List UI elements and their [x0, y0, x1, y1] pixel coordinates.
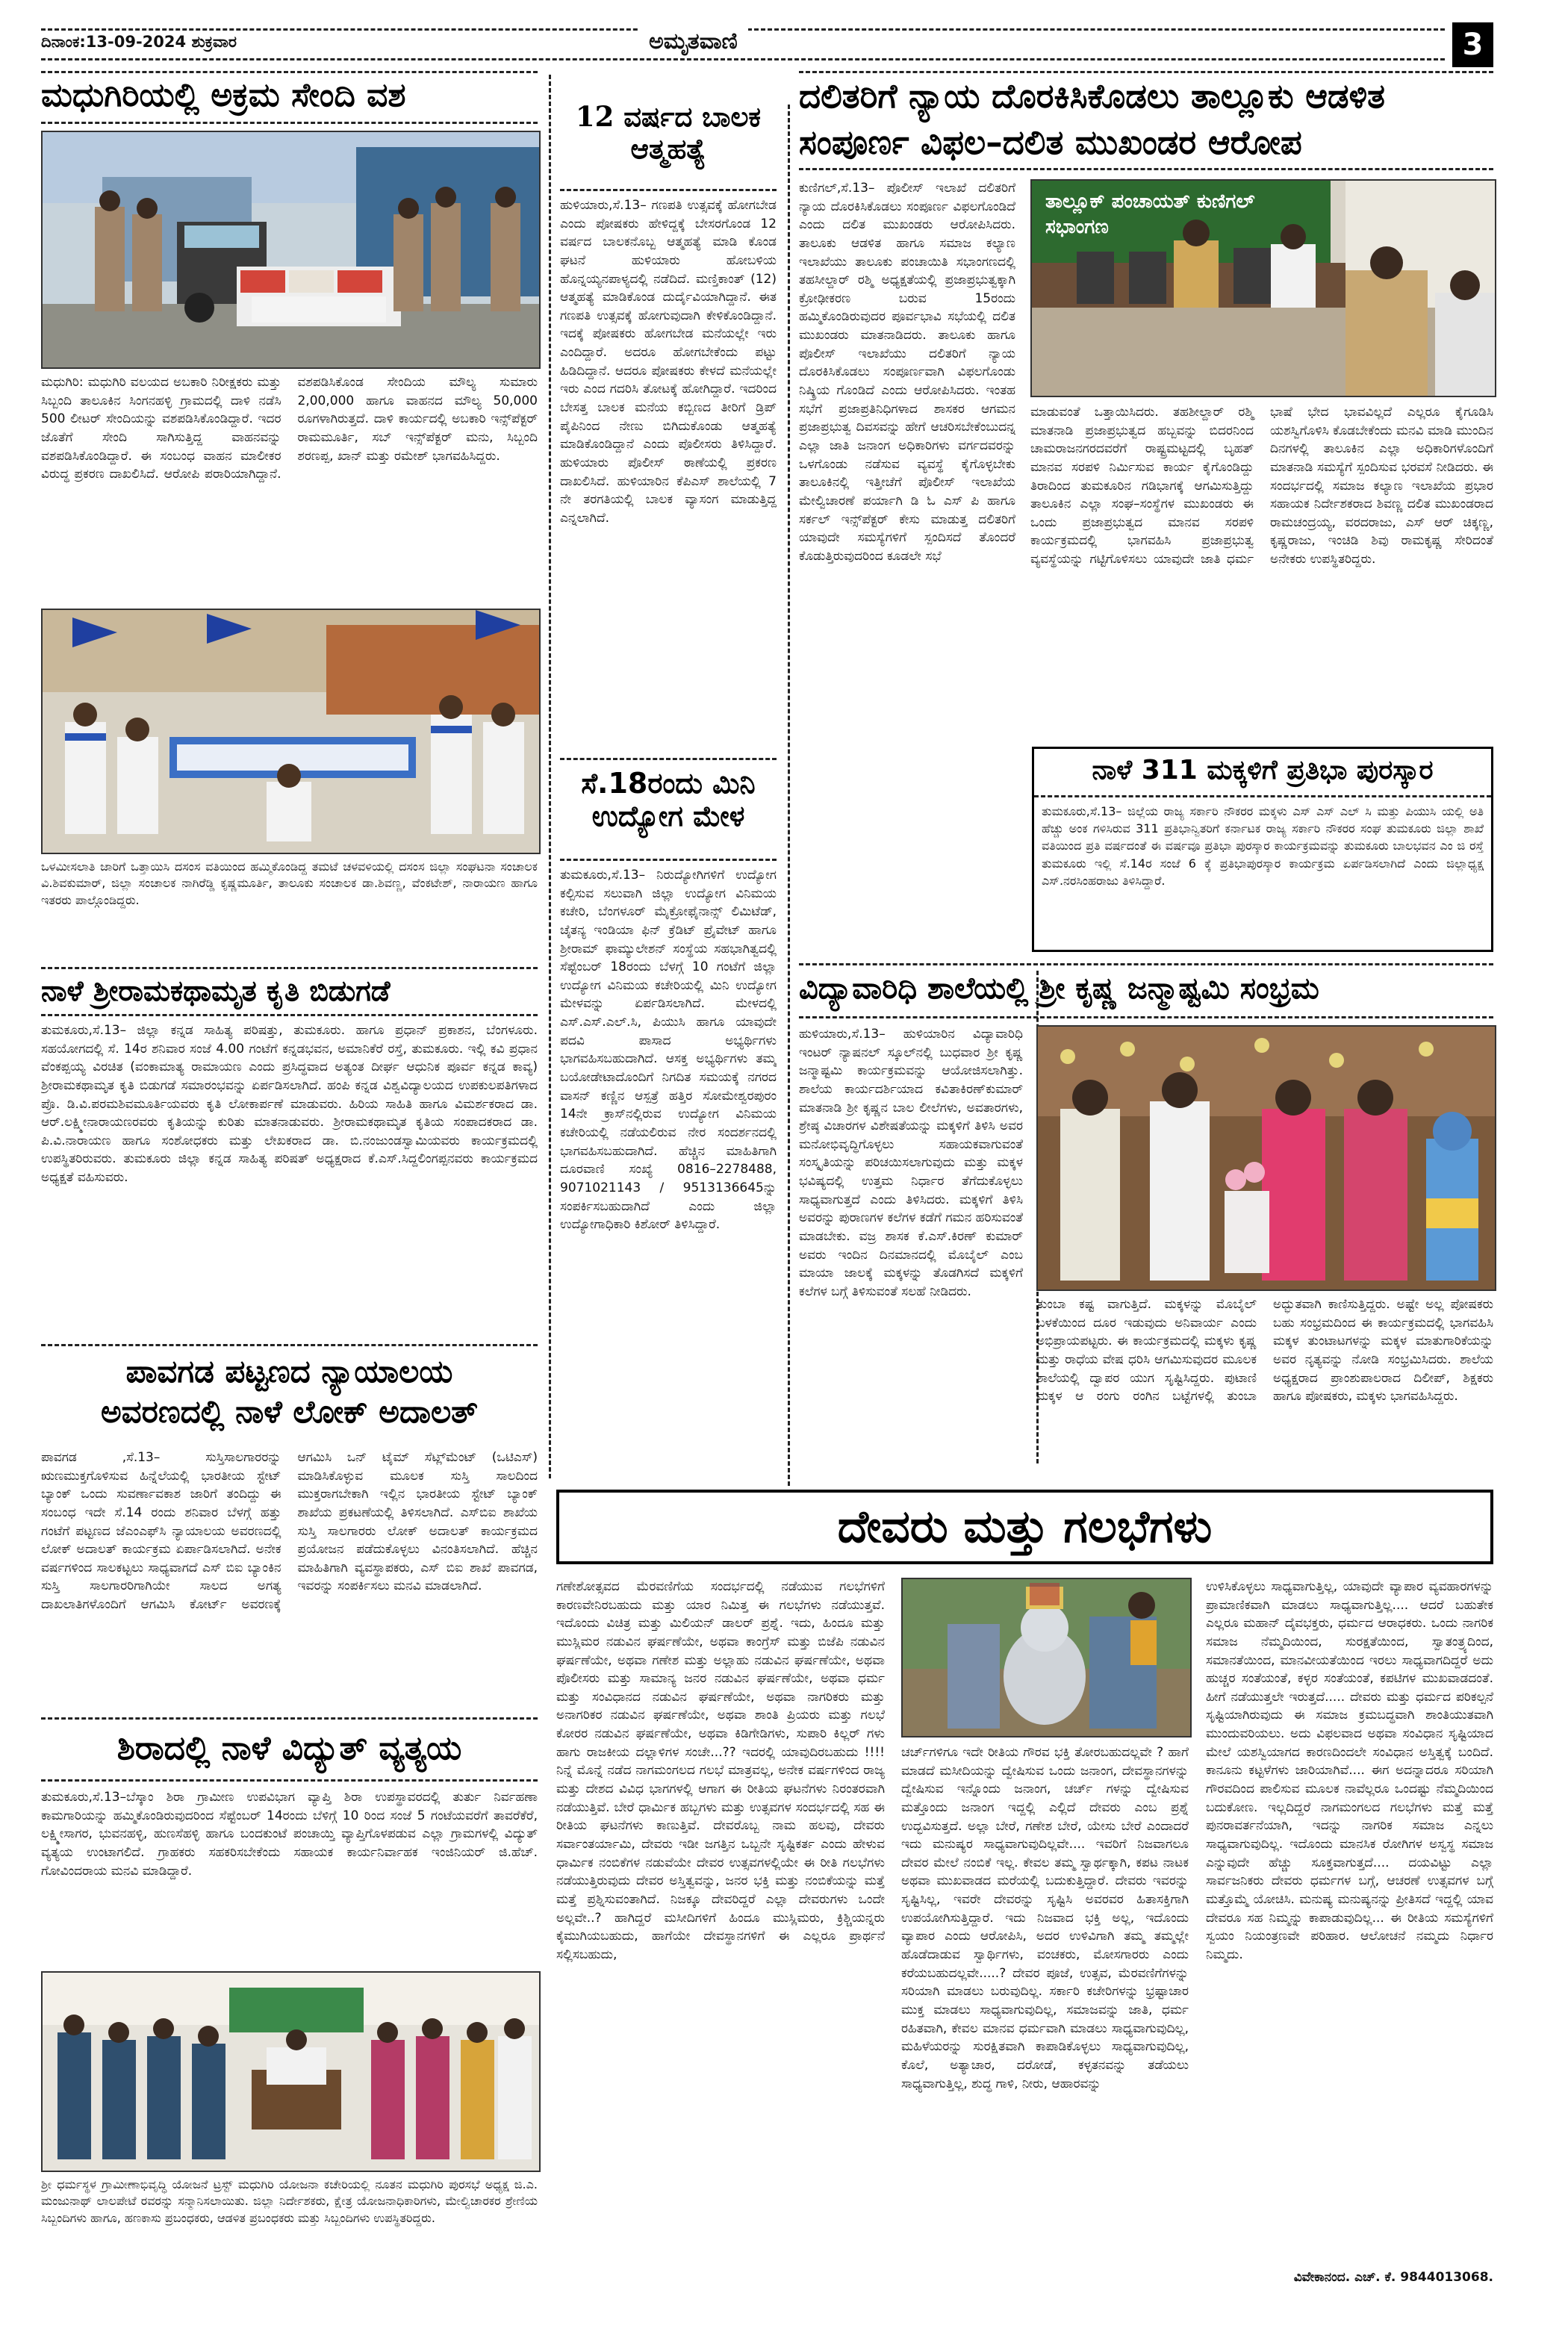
headline-janmashtami: ವಿದ್ಯಾವಾರಿಧಿ ಶಾಲೆಯಲ್ಲಿ ಶ್ರೀ ಕೃಷ್ಣ ಜನ್ಮಾಷ್ಟಮಿ ಸಂಭ್ರಮ: [799, 971, 1319, 1006]
body-pavagada: ಪಾವಗಡ ,ಸೆ.13– ಸುಸ್ತಿಸಾಲಗಾರರನ್ನು ಋಣಮುಕ್ತಗೊಳಿಸುವ ಹಿನ್ನೆಲೆಯಲ್ಲಿ ಭಾರತೀಯ ಸ್ಟೇಟ್ ಬ್ಯಾಂಕ್ ಒಂದು ಸುವರ್ಣಾವಕಾಶ ಜಾರಿಗೆ ತಂದಿದ್ದು ಈ ಸಂಬಂಧ ಇದೇ ಸೆ.14 ರಂದು ಶನಿವಾರ ಬೆಳಗ್ಗೆ ಹತ್ತು ಗಂಟೆಗೆ ಪಟ್ಟಣದ ಜೆಎಂಎಫ್‌ಸಿ ನ್ಯಾಯಾಲಯ ಅವರಣದಲ್ಲಿ ಲೋಕ್ ಅದಾಲತ್ ಕಾರ್ಯಕ್ರಮ ಏರ್ಪಾಡಿಸಲಾಗಿದೆ. ಅನೇಕ ವರ್ಷಗಳಿಂದ ಸಾಲಕಟ್ಟಲು ಸಾಧ್ಯವಾಗದೆ ಎಸ್ ಬಿಐ ಬ್ಯಾಂಕಿನ ಸುಸ್ತಿ ಸಾಲಗಾರರಿಗಾಗಿಯೇ ಸಾಲದ ಅಗತ್ಯ ದಾಖಲಾತಿಗಳೊಂದಿಗೆ ಆಗಮಿಸಿ ಕೋರ್ಟ್ ಅವರಣಕ್ಕೆ ಆಗಮಿಸಿ ಒನ್ ಟೈಮ್ ಸೆಟ್ಲ್‌ಮೆಂಟ್ (ಒಟಿಎಸ್) ಮಾಡಿಸಿಕೊಳ್ಳುವ ಮೂಲಕ ಸುಸ್ತಿ ಸಾಲದಿಂದ ಮುಕ್ತರಾಗಬೇಕಾಗಿ ಇಲ್ಲಿನ ಭಾರತೀಯ ಸ್ಟೇಟ್ ಬ್ಯಾಂಕ್ ಶಾಖೆಯ ಪ್ರಕಟಣೆಯಲ್ಲಿ ತಿಳಿಸಲಾಗಿದೆ. ಎಸ್‌ಬಿಐ ಶಾಖೆಯ ಸುಸ್ತಿ ಸಾಲಗಾರರು ಲೋಕ್ ಅದಾಲತ್ ಕಾರ್ಯಕ್ರಮದ ಪ್ರಯೋಜನ ಪಡೆದುಕೊಳ್ಳಲು ವಿನಂತಿಸಲಾಗಿದೆ. ಹೆಚ್ಚಿನ ಮಾಹಿತಿಗಾಗಿ ವ್ಯವಸ್ಥಾಪಕರು, ಎಸ್ ಬಿಐ ಶಾಖೆ ಪಾವಗಡ, ಇವರನ್ನು ಸಂಪರ್ಕಿಸಲು ಮನವಿ ಮಾಡಲಾಗಿದೆ.: [41, 1450, 538, 1613]
issue-date: ದಿನಾಂಕ:13-09-2024 ಶುಕ್ರವಾರ: [41, 33, 244, 52]
body-janmashtami-top: ಹುಳಿಯಾರು,ಸೆ.13– ಹುಳಿಯಾರಿನ ವಿದ್ಯಾವಾರಿಧಿ ಇಂಟರ್ ನ್ಯಾಷನಲ್ ಸ್ಕೂಲ್‌ನಲ್ಲಿ ಬುಧವಾರ ಶ್ರೀ ಕೃಷ್ಣ ಜನ್ಮಾಷ್ಟಮಿ ಕಾರ್ಯಕ್ರಮವನ್ನು ಆಯೋಜಿಸಲಾಗಿತ್ತು. ಶಾಲೆಯ ಕಾರ್ಯದರ್ಶಿಯಾದ ಕವಿತಾಕಿರಣ್‌ಕುಮಾರ್ ಮಾತನಾಡಿ ಶ್ರೀ ಕೃಷ್ಣನ ಬಾಲ ಲೀಲೆಗಳು, ಅವತಾರಗಳು, ಶ್ರೇಷ್ಠ ವಿಚಾರಗಳ ವಿಶೇಷತೆಯನ್ನು ಮಕ್ಕಳಿಗೆ ತಿಳಿಸಿ ಅವರ ಮನೋಭಿವೃದ್ಧಿಗೊಳ್ಳಲು ಸಹಾಯಕವಾಗುವಂತೆ ಸಂಸ್ಕೃತಿಯನ್ನು ಪರಿಚಯಿಸಲಾಗುವುದು ಮತ್ತು ಮಕ್ಕಳ ಭವಿಷ್ಯದಲ್ಲಿ ಉತ್ತಮ ನಿರ್ಧಾರ ತೆಗೆದುಕೊಳ್ಳಲು ಸಾಧ್ಯವಾಗುತ್ತದೆ ಎಂದು ತಿಳಿಸಿದರು. ಮಕ್ಕಳಿಗೆ ತಿಳಿಸಿ ಅವರನ್ನು ಪುರಾಣಗಳ ಕಲೆಗಳ ಕಡೆಗೆ ಗಮನ ಹರಿಸುವಂತೆ ಮಾಡಬೇಕು. ವಜ್ರ ಶಾಸಕ ಕೆ.ಎಸ್.ಕಿರಣ್ ಕುಮಾರ್ ಅವರು ಇಂದಿನ ದಿನಮಾನದಲ್ಲಿ ಮೊಬೈಲ್ ಎಂಬ ಮಾಯಾ ಜಾಲಕ್ಕೆ ಮಕ್ಕಳನ್ನು ತೊಡಗಿಸದೆ ಮಕ್ಕಳಿಗೆ ಕಲೆಗಳ ಬಗ್ಗೆ ತಿಳಿಸುವಂತೆ ಸಲಹೆ ನೀಡಿದರು.: [799, 1027, 1023, 1299]
photo-dalit-meeting: [1030, 179, 1496, 397]
body-devaru-col3: ಉಳಿಸಿಕೊಳ್ಳಲು ಸಾಧ್ಯವಾಗುತ್ತಿಲ್ಲ, ಯಾವುದೇ ವ್ಯಾಪಾರ ವ್ಯವಹಾರಗಳನ್ನು ಪ್ರಾಮಾಣಿಕವಾಗಿ ಮಾಡಲು ಸಾಧ್ಯವಾಗುತ್ತಿಲ್ಲ.... ಆದರೆ ಬಹುತೇಕ ಎಲ್ಲರೂ ಮಹಾನ್ ದೈವಭಕ್ತರು, ಧರ್ಮದ ಆರಾಧಕರು. ಒಂದು ನಾಗರಿಕ ಸಮಾಜ ನೆಮ್ಮದಿಯಿಂದ, ಸುರಕ್ಷತೆಯಿಂದ, ಸ್ವಾತಂತ್ರ್ಯದಿಂದ, ಸಮಾನತೆಯಿಂದ, ಮಾನವೀಯತೆಯಿಂದ ಇರಲು ಸಾಧ್ಯವಾಗದಿದ್ದರೆ ಅದು ಹುಚ್ಚರ ಸಂತೆಯಂತೆ, ಕಳ್ಳರ ಸಂತೆಯಂತೆ, ಕಪಟಿಗಳ ಮುಖವಾಡದಂತೆ. ಹೀಗೆ ನಡೆಯುತ್ತಲೇ ಇರುತ್ತದೆ..... ದೇವರು ಮತ್ತು ಧರ್ಮದ ಪರಿಕಲ್ಪನೆ ಸೃಷ್ಟಿಯಾಗಿರುವುದು ಈ ಸಮಾಜ ಕ್ರಮಬದ್ಧವಾಗಿ ಶಾಂತಿಯುತವಾಗಿ ಮುಂದುವರಿಯಲು. ಅದು ವಿಫಲವಾದ ಅಥವಾ ಸಂವಿಧಾನ ಸೃಷ್ಟಿಯಾದ ಮೇಲೆ ಯಶಸ್ವಿಯಾಗದ ಕಾರಣದಿಂದಲೇ ಸಂವಿಧಾನ ಅಸ್ತಿತ್ವಕ್ಕೆ ಬಂದಿದೆ. ಕಾನೂನು ಕಟ್ಟಳೆಗಳು ಜಾರಿಯಾಗಿವೆ.... ಈಗ ಅದನ್ನಾದರೂ ಸರಿಯಾಗಿ ಗೌರವದಿಂದ ಪಾಲಿಸುವ ಮೂಲಕ ನಾವೆಲ್ಲರೂ ಒಂದಷ್ಟು ನೆಮ್ಮದಿಯಿಂದ ಬದುಕೋಣ. ಇಲ್ಲದಿದ್ದರೆ ನಾಗಮಂಗಲದ ಗಲಭೆಗಳು ಮತ್ತೆ ಮತ್ತೆ ಪುನರಾವರ್ತನೆಯಾಗಿ, ಇದನ್ನು ನಾಗರಿಕ ಸಮಾಜ ಎನ್ನಲು ಸಾಧ್ಯವಾಗುವುದಿಲ್ಲ. ಇದೊಂದು ಮಾನಸಿಕ ರೋಗಿಗಳ ಅಸ್ವಸ್ಥ ಸಮಾಜ ಎನ್ನುವುದೇ ಹೆಚ್ಚು ಸೂಕ್ತವಾಗುತ್ತದೆ.... ದಯವಿಟ್ಟು ಎಲ್ಲಾ ಸಾರ್ವಜನಿಕರು ದೇವರು ಧರ್ಮಗಳ ಬಗ್ಗೆ, ಆಚರಣೆ ಉತ್ಸವಗಳ ಬಗ್ಗೆ ಮತ್ತೊಮ್ಮೆ ಯೋಚಿಸಿ. ಮನುಷ್ಯ ಮನುಷ್ಯನನ್ನು ಪ್ರೀತಿಸದೆ ಇದ್ದಲ್ಲಿ ಯಾವ ದೇವರೂ ಸಹ ನಿಮ್ಮನ್ನು ಕಾಪಾಡುವುದಿಲ್ಲ... ಈ ರೀತಿಯ ಸಮಸ್ಯೆಗಳಿಗೆ ಸ್ವಯಂ ನಿಯಂತ್ರಣವೇ ಪರಿಹಾರ. ಆಲೋಚನೆ ನಮ್ಮದು ನಿರ್ಧಾರ ನಿಮ್ಮದು.: [1206, 1579, 1493, 1962]
headline-pratibha: ನಾಳೆ 311 ಮಕ್ಕಳಿಗೆ ಪ್ರತಿಭಾ ಪುರಸ್ಕಾರ: [1092, 755, 1434, 785]
author-devaru: ವಿವೇಕಾನಂದ. ಎಚ್. ಕೆ. 9844013068.: [1293, 2270, 1493, 2285]
photo-seized-sendi-image: [43, 132, 539, 367]
body-sira: ತುಮಕೂರು,ಸೆ.13–ಬೆಸ್ಕಾಂ ಶಿರಾ ಗ್ರಾಮೀಣ ಉಪವಿಭಾಗ ವ್ಯಾಪ್ತಿ ಶಿರಾ ಉಪಸ್ಥಾವರದಲ್ಲಿ ತುರ್ತು ನಿರ್ವಹಣಾ ಕಾಮಗಾರಿಯನ್ನು ಹಮ್ಮಿಕೊಂಡಿರುವುದರಿಂದ ಸೆಪ್ಟೆಂಬರ್ 14ರಂದು ಬೆಳಿಗ್ಗೆ 10 ರಿಂದ ಸಂಜೆ 5 ಗಂಟೆಯವರೆಗೆ ತಾವರೆಕೆರೆ, ಲಕ್ಷ್ಮೀಸಾಗರ, ಭುವನಹಳ್ಳಿ, ಹುಣಸೆಹಳ್ಳಿ ಹಾಗೂ ಬಂದಕುಂಟೆ ಪಂಚಾಯ್ತಿ ವ್ಯಾಪ್ತಿಗೊಳಪಡುವ ಎಲ್ಲಾ ಗ್ರಾಮಗಳಲ್ಲಿ ವಿದ್ಯುತ್ ವ್ಯತ್ಯಯ ಉಂಟಾಗಲಿದೆ. ಗ್ರಾಹಕರು ಸಹಕರಿಸಬೇಕೆಂದು ಸಹಾಯಕ ಕಾರ್ಯನಿರ್ವಾಹಕ ಇಂಜಿನಿಯರ್ ಜಿ.ಹೆಚ್. ಗೋವಿಂದರಾಯ ಮನವಿ ಮಾಡಿದ್ದಾರೆ.: [41, 1790, 538, 1879]
headline-job-fair: ಸೆ.18ರಂದು ಮಿನಿ ಉದ್ಯೋಗ ಮೇಳ: [581, 767, 756, 833]
body-job-fair: ತುಮಕೂರು,ಸೆ.13– ನಿರುದ್ಯೋಗಿಗಳಿಗೆ ಉದ್ಯೋಗ ಕಲ್ಪಿಸುವ ಸಲುವಾಗಿ ಜಿಲ್ಲಾ ಉದ್ಯೋಗ ವಿನಿಮಯ ಕಚೇರಿ, ಬೆಂಗಳೂರ್ ಮೈಕ್ರೋಫೈನಾನ್ಸ್ ಲಿಮಿಟೆಡ್, ಚೈತನ್ಯ ಇಂಡಿಯಾ ಫಿನ್ ಕ್ರೆಡಿಟ್ ಪ್ರೈವೇಟ್ ಹಾಗೂ ಶ್ರೀರಾಮ್ ಫಾಮ್ಯುಲೇಶನ್ ಸಂಸ್ಥೆಯ ಸಹಭಾಗಿತ್ವದಲ್ಲಿ ಸೆಪ್ಟೆಂಬರ್ 18ರಂದು ಬೆಳಗ್ಗೆ 10 ಗಂಟೆಗೆ ಜಿಲ್ಲಾ ಉದ್ಯೋಗ ವಿನಿಮಯ ಕಚೇರಿಯಲ್ಲಿ ಮಿನಿ ಉದ್ಯೋಗ ಮೇಳವನ್ನು ಏರ್ಪಡಿಸಲಾಗಿದೆ. ಮೇಳದಲ್ಲಿ ಎಸ್.ಎಸ್.ಎಲ್.ಸಿ, ಪಿಯುಸಿ ಹಾಗೂ ಯಾವುದೇ ಪದವಿ ಪಾಸಾದ ಅಭ್ಯರ್ಥಿಗಳು ಭಾಗವಹಿಸಬಹುದಾಗಿದೆ. ಆಸಕ್ತ ಅಭ್ಯರ್ಥಿಗಳು ತಮ್ಮ ಬಯೋಡೇಟಾದೊಂದಿಗೆ ನಿಗದಿತ ಸಮಯಕ್ಕೆ ನಗರದ ವಾಸನ್ ಕಣ್ಣಿನ ಆಸ್ಪತ್ರೆ ಹತ್ತಿರ ಸೋಮೇಶ್ವರಪುರಂ 14ನೇ ಕ್ರಾಸ್‌ನಲ್ಲಿರುವ ಉದ್ಯೋಗ ವಿನಿಮಯ ಕಚೇರಿಯಲ್ಲಿ ನಡೆಯಲಿರುವ ನೇರ ಸಂದರ್ಶನದಲ್ಲಿ ಭಾಗವಹಿಸಬಹುದಾಗಿದೆ. ಹೆಚ್ಚಿನ ಮಾಹಿತಿಗಾಗಿ ದೂರವಾಣಿ ಸಂಖ್ಯೆ 0816–2278488, 9071021143 / 9513136645ನ್ನು ಸಂಪರ್ಕಿಸಬಹುದಾಗಿದೆ ಎಂದು ಜಿಲ್ಲಾ ಉದ್ಯೋಗಾಧಿಕಾರಿ ಕಿಶೋರ್ ತಿಳಿಸಿದ್ದಾರೆ.: [560, 868, 777, 1233]
caption-dharmasthala: ಶ್ರೀ ಧರ್ಮಸ್ಥಳ ಗ್ರಾಮೀಣಾಭಿವೃದ್ಧಿ ಯೋಜನೆ ಟ್ರಸ್ಟ್ ಮಧುಗಿರಿ ಯೋಜನಾ ಕಚೇರಿಯಲ್ಲಿ ನೂತನ ಮಧುಗಿರಿ ಪುರಸಭೆ ಅಧ್ಯಕ್ಷ ಜಿ.ಎ. ಮಂಜುನಾಥ್ ಲಾಲಪೇಟೆ ರವರನ್ನು ಸನ್ಮಾನಿಸಲಾಯಿತು. ಜಿಲ್ಲಾ ನಿರ್ದೇಶಕರು, ಕ್ಷೇತ್ರ ಯೋಜನಾಧಿಕಾರಿಗಳು, ಮೇಲ್ವಿಚಾರಕರ ಶ್ರೇಣಿಯ ಸಿಬ್ಬಂದಿಗಳು ಹಾಗೂ, ಹಣಕಾಸು ಪ್ರಬಂಧಕರು, ಆಡಳಿತ ಪ್ರಬಂಧಕರು ಮತ್ತು ಸಿಬ್ಬಂದಿಗಳು ಉಪಸ್ಥಿತರಿದ್ದರು.: [41, 2177, 538, 2225]
headline-sira: ಶಿರಾದಲ್ಲಿ ನಾಳೆ ವಿದ್ಯುತ್ ವ್ಯತ್ಯಯ: [116, 1729, 462, 1767]
masthead: ಅಮೃತವಾಣಿ: [638, 28, 748, 55]
body-pratibha: ತುಮಕೂರು,ಸೆ.13– ಜಿಲ್ಲೆಯ ರಾಜ್ಯ ಸರ್ಕಾರಿ ನೌಕರರ ಮಕ್ಕಳು ಎಸ್ ಎಸ್ ಎಲ್ ಸಿ ಮತ್ತು ಪಿಯುಸಿ ಯಲ್ಲಿ ಅತಿ ಹೆಚ್ಚು ಅಂಕ ಗಳಿಸಿರುವ 311 ಪ್ರತಿಭಾನ್ವಿತರಿಗೆ ಕರ್ನಾಟಕ ರಾಜ್ಯ ಸರ್ಕಾರಿ ನೌಕರರ ಸಂಘ ತುಮಕೂರು ಜಿಲ್ಲಾ ಶಾಖೆ ವತಿಯಿಂದ ಪ್ರತಿ ವರ್ಷದಂತೆ ಈ ವರ್ಷವೂ ಪ್ರತಿಭಾ ಪುರಸ್ಕಾರ ಕಾರ್ಯಕ್ರಮವನ್ನು ತುಮಕೂರು ಬಾಲಭವನ ಎಂ ಜಿ ರಸ್ತೆ ತುಮಕೂರು ಇಲ್ಲಿ ಸೆ.14ರ ಸಂಜೆ 6 ಕ್ಕೆ ಪ್ರತಿಭಾಪುರಸ್ಕಾರ ಕಾರ್ಯಕ್ರಮ ಏರ್ಪಡಿಸಲಾಗಿದೆ ಎಂದು ಜಿಲ್ಲಾಧ್ಯಕ್ಷ ಎಸ್.ನರಸಿಂಹರಾಜು ತಿಳಿಸಿದ್ದಾರೆ.: [1042, 804, 1484, 888]
headline-madhugiri: ಮಧುಗಿರಿಯಲ್ಲಿ ಅಕ್ರಮ ಸೇಂದಿ ವಶ: [41, 76, 406, 114]
photo-protest: [41, 609, 541, 854]
photo-sign-text: ತಾಲ್ಲೂಕ್ ಪಂಚಾಯತ್ ಕುಣಿಗಲ್ ಸಭಾಂಗಣ: [1045, 190, 1255, 238]
photo-janmashtami-image: [1038, 1027, 1495, 1289]
headline-pavagada-2: ಅವರಣದಲ್ಲಿ ನಾಳೆ ಲೋಕ್ ಅದಾಲತ್: [100, 1393, 479, 1431]
photo-janmashtami: [1036, 1025, 1496, 1291]
article-pavagada: [41, 1348, 538, 1714]
photo-ganesha-image: [903, 1579, 1190, 1736]
article-job-fair: [560, 762, 777, 1478]
body-dalit-left: ಕುಣಿಗಲ್,ಸೆ.13– ಪೊಲೀಸ್ ಇಲಾಖೆ ದಲಿತರಿಗೆ ನ್ಯಾಯ ದೊರಕಿಸಿಕೊಡಲು ಸಂಪೂರ್ಣ ವಿಫಲಗೊಂಡಿದೆ ಎಂದು ದಲಿತ ಮುಖಂಡರು ಆರೋಪಿಸಿದರು. ತಾಲೂಕು ಆಡಳಿತ ಹಾಗೂ ಸಮಾಜ ಕಲ್ಯಾಣ ಇಲಾಖೆಯು ತಾಲೂಕು ಪಂಚಾಯಿತಿ ಸಭಾಂಗಣದಲ್ಲಿ ತಹಸೀಲ್ದಾರ್ ರಶ್ಮಿ ಅಧ್ಯಕ್ಷತೆಯಲ್ಲಿ ಪ್ರಜಾಪ್ರಭುತ್ವಕ್ಕಾಗಿ ಕ್ರೋಢೀಕರಣ ಬರುವ 15ರಂದು ಹಮ್ಮಿಕೊಂಡಿರುವುದರ ಪೂರ್ವಭಾವಿ ಸಭೆಯಲ್ಲಿ ದಲಿತ ಮುಖಂಡರು ಮಾತನಾಡಿದರು. ತಾಲೂಕು ಹಾಗೂ ಪೊಲೀಸ್ ಇಲಾಖೆಯು ದಲಿತರಿಗೆ ನ್ಯಾಯ ದೊರಕಿಸಿಕೊಡಲು ಸಂಪೂರ್ಣವಾಗಿ ವಿಫಲಗೊಂಡು ನಿಷ್ಕ್ರಿಯ ಗೊಂಡಿದೆ ಎಂದು ಆರೋಪಿಸಿದರು. ಇಂತಹ ಸಭೆಗೆ ಪ್ರಜಾಪ್ರತಿನಿಧಿಗಳಾದ ಶಾಸಕರ ಆಗಮನ ಪ್ರಜಾಪ್ರಭುತ್ವ ದಿವಸವನ್ನು ಹೇಗೆ ಆಚರಿಸಬೇಕೆಂಬುದನ್ನ ಎಲ್ಲಾ ಜಾತಿ ಜನಾಂಗ ಅಧಿಕಾರಿಗಳು ವರ್ಗದವರನ್ನು ಒಳಗೊಂಡು ನಡೆಸುವ ವ್ಯವಸ್ಥೆ ಕೈಗೊಳ್ಳಬೇಕು ತಾಲೂಕಿನಲ್ಲಿ ಇತ್ತೀಚೆಗೆ ಪೊಲೀಸ್ ಇಲಾಖೆಯ ಮೇಲ್ವಿಚಾರಣೆ ಪರ್ಯಾಗಿ ಡಿ ಓ ಎಸ್ ಪಿ ಹಾಗೂ ಸರ್ಕಲ್ ಇನ್ಸ್‌ಪೆಕ್ಟರ್ ಕೇಸು ಮಾಡುತ್ತ ದಲಿತರಿಗೆ ಯಾವುದೇ ಸಮಸ್ಯೆಗಳಿಗೆ ಸ್ಪಂದಿಸದೆ ತೊಂದರೆ ಕೊಡುತ್ತಿರುವುದರಿಂದ ಕೂಡಲೇ ಸಭೆ: [799, 181, 1015, 564]
photo-dharmasthala-image: [43, 1973, 539, 2171]
headline-dalit-2: ಸಂಪೂರ್ಣ ವಿಫಲ–ದಲಿತ ಮುಖಂಡರ ಆರೋಪ: [799, 122, 1302, 162]
caption-protest: ಒಳಮೀಸಲಾತಿ ಜಾರಿಗೆ ಒತ್ತಾಯಿಸಿ ದಸಂಸ ವತಿಯಿಂದ ಹಮ್ಮಿಕೊಂಡಿದ್ದ ತಮಟೆ ಚಳವಳಿಯಲ್ಲಿ ದಸಂಸ ಜಿಲ್ಲಾ ಸಂಘಟನಾ ಸಂಚಾಲಕ ವಿ.ಶಿವಕುಮಾರ್, ಜಿಲ್ಲಾ ಸಂಚಾಲಕ ನಾಗಿರೆಡ್ಡಿ ಕೃಷ್ಣಮೂರ್ತಿ, ತಾಲೂಕು ಸಂಚಾಲಕ ಡಾ.ಶಿವಣ್ಣ, ವೆಂಕಟೇಶ್, ನಾರಾಯಣ ಹಾಗೂ ಇತರರು ಪಾಲ್ಗೊಂಡಿದ್ದರು.: [41, 859, 538, 907]
headline-ramakatha: ನಾಳೆ ಶ್ರೀರಾಮಕಥಾಮೃತ ಕೃತಿ ಬಿಡುಗಡೆ: [41, 974, 391, 1007]
body-janmashtami-bottom: ತುಂಬಾ ಕಷ್ಟ ವಾಗುತ್ತಿದೆ. ಮಕ್ಕಳನ್ನು ಮೊಬೈಲ್ ಬಳಕೆಯಿಂದ ದೂರ ಇಡುವುದು ಅನಿವಾರ್ಯ ಎಂದು ಅಭಿಪ್ರಾಯಪಟ್ಟರು. ಈ ಕಾರ್ಯಕ್ರಮದಲ್ಲಿ ಮಕ್ಕಳು ಕೃಷ್ಣ ಮತ್ತು ರಾಧೆಯ ವೇಷ ಧರಿಸಿ ಆಗಮಿಸುವುದರ ಮೂಲಕ ಶಾಲೆಯಲ್ಲಿ ದ್ವಾಪರ ಯುಗ ಸೃಷ್ಟಿಸಿದ್ದರು. ಪುಟಾಣಿ ಮಕ್ಕಳ ಆ ರಂಗು ರಂಗಿನ ಬಟ್ಟೆಗಳಲ್ಲಿ ತುಂಬಾ ಅದ್ಭುತವಾಗಿ ಕಾಣಿಸುತ್ತಿದ್ದರು. ಅಷ್ಟೇ ಅಲ್ಲ ಪೋಷಕರು ಬಹು ಸಂಭ್ರಮದಿಂದ ಈ ಕಾರ್ಯಕ್ರಮದಲ್ಲಿ ಭಾಗವಹಿಸಿ ಮಕ್ಕಳ ತುಂಟಾಟಗಳನ್ನು ಮಕ್ಕಳ ಮಾತುಗಾರಿಕೆಯನ್ನು ಅವರ ನೃತ್ಯವನ್ನು ನೋಡಿ ಸಂಭ್ರಮಿಸಿದರು. ಶಾಲೆಯ ಅಧ್ಯಕ್ಷರಾದ ಪ್ರಾಂಶುಪಾಲರಾದ ದಿಲೀಪ್, ಶಿಕ್ಷಕರು ಹಾಗೂ ಪೋಷಕರು, ಮಕ್ಕಳು ಭಾಗವಹಿಸಿದ್ದರು.: [1036, 1297, 1493, 1404]
headline-devaru: ದೇವರು ಮತ್ತು ಗಲಭೆಗಳು: [837, 1500, 1213, 1553]
page-number-box: [1452, 22, 1493, 67]
article-sira: [41, 1721, 538, 1960]
page-number: 3: [1462, 28, 1484, 62]
article-ramakatha: [41, 971, 538, 1344]
article-dalit: [799, 71, 1493, 743]
headline-pavagada-1: ಪಾವಗಡ ಪಟ್ಟಣದ ನ್ಯಾಯಾಲಯ: [125, 1353, 453, 1390]
page-header: [41, 22, 1493, 61]
photo-dharmasthala: [41, 1971, 541, 2172]
headline-dalit-1: ದಲಿತರಿಗೆ ನ್ಯಾಯ ದೊರಕಿಸಿಕೊಡಲು ತಾಲ್ಲೂಕು ಆಡಳಿತ: [799, 76, 1385, 116]
photo-ganesha: [901, 1578, 1192, 1737]
photo-protest-image: [43, 610, 539, 853]
article-boy-suicide: [560, 101, 777, 758]
body-devaru-col1: ಗಣೇಶೋತ್ಸವದ ಮೆರವಣಿಗೆಯ ಸಂದರ್ಭದಲ್ಲಿ ನಡೆಯುವ ಗಲಭೆಗಳಿಗೆ ಕಾರಣವೇನಿರಬಹುದು ಮತ್ತು ಯಾರ ನಿಮಿತ್ತ ಈ ಗಲಭೆಗಳು ನಡೆಯುತ್ತವೆ. ಇದೊಂದು ವಿಚಿತ್ರ ಮತ್ತು ಮಿಲಿಯನ್ ಡಾಲರ್ ಪ್ರಶ್ನೆ. ಇದು, ಹಿಂದೂ ಮತ್ತು ಮುಸ್ಲಿಮರ ನಡುವಿನ ಘರ್ಷಣೆಯೇ, ಅಥವಾ ಕಾಂಗ್ರೆಸ್ ಮತ್ತು ಬಿಜೆಪಿ ನಡುವಿನ ಘರ್ಷಣೆಯೇ, ಅಥವಾ ಗಣೇಶ ಮತ್ತು ಅಲ್ಲಾಹು ನಡುವಿನ ಘರ್ಷಣೆಯೇ, ಅಥವಾ ಪೊಲೀಸರು ಮತ್ತು ಸಾಮಾನ್ಯ ಜನರ ನಡುವಿನ ಘರ್ಷಣೆಯೇ, ಅಥವಾ ಧರ್ಮ ಮತ್ತು ಸಂವಿಧಾನದ ನಡುವಿನ ಘರ್ಷಣೆಯೇ, ಅಥವಾ ನಾಗರಿಕರು ಮತ್ತು ಅನಾಗರಿಕರ ನಡುವಿನ ಘರ್ಷಣೆಯೇ, ಅಥವಾ ಶಾಂತಿ ಪ್ರಿಯರು ಮತ್ತು ಗಲಭೆ ಕೋರರ ನಡುವಿನ ಘರ್ಷಣೆಯೇ, ಅಥವಾ ಕಿಡಿಗೇಡಿಗಳು, ಸುಪಾರಿ ಕಿಲ್ಲರ್ ಗಳು ಹಾಗು ರಾಜಕೀಯ ದಲ್ಲಾಳಿಗಳ ಸಂಚೇ...?? ಇದರಲ್ಲಿ ಯಾವುದಿರಬಹುದು !!!! ನಿನ್ನೆ ಮೊನ್ನೆ ನಡೆದ ನಾಗಮಂಗಲದ ಗಲಭೆ ಮಾತ್ರವಲ್ಲ, ಅನೇಕ ವರ್ಷಗಳಿಂದ ರಾಜ್ಯ ಮತ್ತು ದೇಶದ ವಿವಿಧ ಭಾಗಗಳಲ್ಲಿ ಆಗಾಗ ಈ ರೀತಿಯ ಘಟನೆಗಳು ನಿರಂತರವಾಗಿ ನಡೆಯುತ್ತಿವೆ. ಬೇರೆ ಧಾರ್ಮಿಕ ಹಬ್ಬಗಳು ಮತ್ತು ಉತ್ಸವಗಳ ಸಂದರ್ಭದಲ್ಲಿ ಸಹ ಈ ರೀತಿಯ ಘಟನೆಗಳು ಕಾಣುತ್ತಿವೆ. ದೇವರೊಬ್ಬ ನಾಮ ಹಲವು, ದೇವರು ಸರ್ವಾಂತರ್ಯಾಮಿ, ದೇವರು ಇಡೀ ಜಗತ್ತಿನ ಒಬ್ಬನೇ ಸೃಷ್ಟಿಕರ್ತ ಎಂದು ಹೇಳುವ ಧಾರ್ಮಿಕ ನಂಬಿಕೆಗಳ ನಡುವೆಯೇ ದೇವರ ಉತ್ಸವಗಳಲ್ಲಿಯೇ ಈ ರೀತಿ ಗಲಭೆಗಳು ನಡೆಯುತ್ತಿರುವುದು ದೇವರ ಅಸ್ತಿತ್ವವನ್ನು, ಜನರ ಭಕ್ತಿ ಮತ್ತು ನಂಬಿಕೆಯನ್ನು ಮತ್ತೆ ಮತ್ತೆ ಪ್ರಶ್ನಿಸುವಂತಾಗಿದೆ. ನಿಜಕ್ಕೂ ದೇವರಿದ್ದರೆ ಎಲ್ಲಾ ದೇವರುಗಳು ಒಂದೇ ಅಲ್ಲವೇ..? ಹಾಗಿದ್ದರೆ ಮಸೀದಿಗಳಿಗೆ ಹಿಂದೂ ಮುಸ್ಲಿಮರು, ಕ್ರಿಶ್ಚಿಯನ್ನರು ಕೈಮುಗಿಯಬಹುದು, ಹಾಗೆಯೇ ದೇವಸ್ಥಾನಗಳಿಗೆ ಈ ಎಲ್ಲರೂ ಪ್ರಾರ್ಥನೆ ಸಲ್ಲಿಸಬಹುದು,: [556, 1579, 885, 1962]
article-madhugiri: [41, 71, 538, 594]
article-devaru: [556, 1490, 1493, 2311]
body-ramakatha: ತುಮಕೂರು,ಸೆ.13– ಜಿಲ್ಲಾ ಕನ್ನಡ ಸಾಹಿತ್ಯ ಪರಿಷತ್ತು, ತುಮಕೂರು. ಹಾಗೂ ಪ್ರಧಾನ್ ಪ್ರಕಾಶನ, ಬೆಂಗಳೂರು. ಸಹಯೋಗದಲ್ಲಿ ಸೆ. 14ರ ಶನಿವಾರ ಸಂಜೆ 4.00 ಗಂಟೆಗೆ ಕನ್ನಡಭವನ, ಅಮಾನಿಕೆರೆ ರಸ್ತೆ, ತುಮಕೂರು. ಇಲ್ಲಿ ಕವಿ ಪ್ರಧಾನ ವೆಂಕಪ್ಪಯ್ಯ ವಿರಚಿತ (ವಂಕಾಮಾತ್ಯ ರಾಮಾಯಣ ಎಂದು ಪ್ರಸಿದ್ಧವಾದ ಅತ್ಯಂತ ದೀರ್ಘ ಆಧುನಿಕ ಪೂರ್ವ ಕನ್ನಡ ಕಾವ್ಯ) ಶ್ರೀರಾಮಕಥಾಮೃತ ಕೃತಿ ಬಿಡುಗಡೆ ಸಮಾರಂಭವನ್ನು ಏರ್ಪಡಿಸಲಾಗಿದೆ. ಹಂಪಿ ಕನ್ನಡ ವಿಶ್ವವಿದ್ಯಾಲಯದ ಉಪಕುಲಪತಿಗಳಾದ ಪ್ರೊ. ಡಿ.ವಿ.ಪರಮಶಿವಮೂರ್ತಿಯವರು ಕೃತಿ ಲೋಕಾರ್ಪಣೆ ಮಾಡುವರು. ಹಿರಿಯ ಸಾಹಿತಿ ಹಾಗೂ ವಿಮರ್ಶಕರಾದ ಡಾ. ಆರ್.ಲಕ್ಷ್ಮೀನಾರಾಯಣರವರು ಕೃತಿಯನ್ನು ಕುರಿತು ಮಾತನಾಡುವರು. ಶ್ರೀರಾಮಕಥಾಮೃತ ಕೃತಿಯ ಸಂಪಾದಕರಾದ ಡಾ. ಪಿ.ವಿ.ನಾರಾಯಣ ಹಾಗೂ ಸಂಶೋಧಕರು ಮತ್ತು ಲೇಖಕರಾದ ಡಾ. ಬಿ.ನಂಜುಂಡಸ್ವಾಮಿಯವರು ಕಾರ್ಯಕ್ರಮದಲ್ಲಿ ಉಪಸ್ಥಿತರಿರುವರು. ತುಮಕೂರು ಜಿಲ್ಲಾ ಕನ್ನಡ ಸಾಹಿತ್ಯ ಪರಿಷತ್ ಅಧ್ಯಕ್ಷರಾದ ಕೆ.ಎಸ್.ಸಿದ್ದಲಿಂಗಪ್ಪನವರು ಕಾರ್ಯಕ್ರಮದ ಅಧ್ಯಕ್ಷತೆ ವಹಿಸುವರು.: [41, 1023, 538, 1186]
body-madhugiri: ಮಧುಗಿರಿ: ಮಧುಗಿರಿ ವಲಯದ ಅಬಕಾರಿ ನಿರೀಕ್ಷಕರು ಮತ್ತು ಸಿಬ್ಬಂದಿ ತಾಲೂಕಿನ ಸಿಂಗನಹಳ್ಳಿ ಗ್ರಾಮದಲ್ಲಿ ದಾಳಿ ನಡೆಸಿ 500 ಲೀಟರ್ ಸೇಂದಿಯನ್ನು ವಶಪಡಿಸಿಕೊಂಡಿದ್ದಾರೆ. ಇದರ ಜೊತೆಗೆ ಸೇಂದಿ ಸಾಗಿಸುತ್ತಿದ್ದ ವಾಹನವನ್ನು ವಶಪಡಿಸಿಕೊಂಡಿದ್ದಾರೆ. ಈ ಸಂಬಂಧ ವಾಹನ ಮಾಲೀಕರ ವಿರುದ್ಧ ಪ್ರಕರಣ ದಾಖಲಿಸಿದೆ. ಆರೋಪಿ ಪರಾರಿಯಾಗಿದ್ದಾನೆ. ವಶಪಡಿಸಿಕೊಂಡ ಸೇಂದಿಯ ಮೌಲ್ಯ ಸುಮಾರು 2,00,000 ಹಾಗೂ ವಾಹನದ ಮೌಲ್ಯ 50,000 ರೂಗಳಾಗಿರುತ್ತದೆ. ದಾಳಿ ಕಾರ್ಯದಲ್ಲಿ ಅಬಕಾರಿ ಇನ್ಸ್‌ಪೆಕ್ಟರ್ ರಾಮಮೂರ್ತಿ, ಸಬ್ ಇನ್ಸ್‌ಪೆಕ್ಟರ್ ಮನು, ಸಿಬ್ಬಂದಿ ಶರಣಪ್ಪ, ಖಾನ್ ಮತ್ತು ರಮೇಶ್ ಭಾಗವಹಿಸಿದ್ದರು.: [41, 375, 538, 482]
body-boy-suicide: ಹುಳಿಯಾರು,ಸೆ.13– ಗಣಪತಿ ಉತ್ಸವಕ್ಕೆ ಹೋಗಬೇಡ ಎಂದು ಪೋಷಕರು ಹೇಳಿದ್ದಕ್ಕೆ ಬೇಸರಗೊಂಡ 12 ವರ್ಷದ ಬಾಲಕನೊಬ್ಬ ಆತ್ಮಹತ್ಯೆ ಮಾಡಿ ಕೊಂಡ ಘಟನೆ ಹುಳಿಯಾರು ಹೋಬಳಿಯ ಹೊನ್ನಯ್ಯನಪಾಳ್ಯದಲ್ಲಿ ನಡೆದಿದೆ. ಮಣ್ತಿಕಾಂತ್ (12) ಆತ್ಮಹತ್ಯೆ ಮಾಡಿಕೊಂಡ ದುರ್ದೈವಿಯಾಗಿದ್ದಾನೆ. ಈತ ಗಣಪತಿ ಉತ್ಸವಕ್ಕೆ ಹೋಗುವುದಾಗಿ ಕೇಳಿಕೊಂಡಿದ್ದಾನೆ. ಇದಕ್ಕೆ ಪೋಷಕರು ಹೋಗಬೇಡ ಮನೆಯಲ್ಲೇ ಇರು ಎಂದಿದ್ದಾರೆ. ಅದರೂ ಹೋಗಬೇಕೆಂದು ಪಟ್ಟು ಹಿಡಿದಿದ್ದಾನೆ. ಆದರೂ ಪೋಷಕರು ಕೇಳದೆ ಮನೆಯಲ್ಲೇ ಇರು ಎಂದ ಗದರಿಸಿ ತೋಟಕ್ಕೆ ಹೋಗಿದ್ದಾರೆ. ಇದರಿಂದ ಬೇಸತ್ತ ಬಾಲಕ ಮನೆಯ ಕಬ್ಬಿಣದ ತೀರಿಗೆ ಡ್ರಿಪ್ ಪೈಪಿನಿಂದ ನೇಣು ಬಿಗಿದುಕೊಂಡು ಆತ್ಮಹತ್ಯೆ ಮಾಡಿಕೊಂಡಿದ್ದಾನೆ ಎಂದು ಪೊಲೀಸರು ತಿಳಿಸಿದ್ದಾರೆ. ಹುಳಿಯಾರು ಪೊಲೀಸ್ ಠಾಣೆಯಲ್ಲಿ ಪ್ರಕರಣ ದಾಖಲಿಸಿದೆ. ಹುಳಿಯಾರಿನ ಕೆಪಿಎಸ್ ಶಾಲೆಯಲ್ಲಿ 7 ನೇ ತರಗತಿಯಲ್ಲಿ ಬಾಲಕ ವ್ಯಾಸಂಗ ಮಾಡುತ್ತಿದ್ದ ಎನ್ನಲಾಗಿದೆ.: [560, 198, 777, 526]
article-pratibha: [1032, 747, 1493, 952]
body-dalit-right: ಮಾಡುವಂತೆ ಒತ್ತಾಯಿಸಿದರು. ತಹಶೀಲ್ದಾರ್ ರಶ್ಮಿ ಮಾತನಾಡಿ ಪ್ರಜಾಪ್ರಭುತ್ವದ ಹಬ್ಬವನ್ನು ಬಿದರನಿಂದ ಚಾಮರಾಜನಗರದವರೆಗೆ ರಾಷ್ಟ್ರಮಟ್ಟದಲ್ಲಿ ಬೃಹತ್ ಮಾನವ ಸರಪಳಿ ನಿರ್ಮಿಸುವ ಕಾರ್ಯ ಕೈಗೊಂಡಿದ್ದು ತಿರಾದಿಂದ ತುಮಕೂರಿನ ಗಡಿಭಾಗಕ್ಕೆ ಆಗಮಿಸುತ್ತಿದ್ದು ತಾಲೂಕಿನ ಎಲ್ಲಾ ಸಂಘ–ಸಂಸ್ಥೆಗಳ ಮುಖಂಡರು ಈ ಒಂದು ಪ್ರಜಾಪ್ರಭುತ್ವದ ಮಾನವ ಸರಪಳಿ ಕಾರ್ಯಕ್ರಮದಲ್ಲಿ ಭಾಗವಹಿಸಿ ಪ್ರಜಾಪ್ರಭುತ್ವ ವ್ಯವಸ್ಥೆಯನ್ನು ಗಟ್ಟಿಗೊಳಿಸಲು ಯಾವುದೇ ಜಾತಿ ಧರ್ಮ ಭಾಷೆ ಭೇದ ಭಾವವಿಲ್ಲದೆ ಎಲ್ಲರೂ ಕೈಗೂಡಿಸಿ ಯಶಸ್ವಿಗೊಳಿಸಿ ಕೊಡಬೇಕೆಂದು ಮನವಿ ಮಾಡಿ ಮುಂದಿನ ದಿನಗಳಲ್ಲಿ ತಾಲೂಕಿನ ಎಲ್ಲಾ ಅಧಿಕಾರಿಗಳೊಂದಿಗೆ ಮಾತನಾಡಿ ಸಮಸ್ಯೆಗೆ ಸ್ಪಂದಿಸುವ ಭರವಸೆ ನೀಡಿದರು. ಈ ಸಂದರ್ಭದಲ್ಲಿ ಸಮಾಜ ಕಲ್ಯಾಣ ಇಲಾಖೆಯ ಪ್ರಭಾರ ಸಹಾಯಕ ನಿರ್ದೇಶಕರಾದ ಶಿವಣ್ಣ ದಲಿತ ಮುಖಂಡರಾದ ರಾಮಚಂದ್ರಯ್ಯ, ವರದರಾಜು, ಎಸ್ ಆರ್ ಚಿಕ್ಕಣ್ಣ, ಕೃಷ್ಣರಾಜು, ಇಂಚಿಡಿ ಶಿವು ರಾಮಕೃಷ್ಣ ಸೇರಿದಂತೆ ಅನೇಕರು ಉಪಸ್ಥಿತರಿದ್ದರು.: [1030, 405, 1493, 567]
photo-seized-sendi: [41, 131, 541, 369]
headline-devaru-box: [556, 1490, 1493, 1564]
headline-boy-suicide: 12 ವರ್ಷದ ಬಾಲಕ ಆತ್ಮಹತ್ಯೆ: [575, 100, 762, 165]
article-janmashtami: [799, 967, 1493, 1482]
body-devaru-col2: ಚರ್ಚ್‌ಗಳಿಗೂ ಇದೇ ರೀತಿಯ ಗೌರವ ಭಕ್ತಿ ತೋರಬಹುದಲ್ಲವೇ ? ಹಾಗೆ ಮಾಡದೆ ಮಸೀದಿಯನ್ನು ದ್ವೇಷಿಸುವ ಒಂದು ಜನಾಂಗ, ದೇವಸ್ಥಾನಗಳನ್ನು ದ್ವೇಷಿಸುವ ಇನ್ನೊಂದು ಜನಾಂಗ, ಚರ್ಚ್ ಗಳನ್ನು ದ್ವೇಷಿಸುವ ಮತ್ತೊಂದು ಜನಾಂಗ ಇದ್ದಲ್ಲಿ ಎಲ್ಲಿದೆ ದೇವರು ಎಂಬ ಪ್ರಶ್ನೆ ಉದ್ಭವಿಸುತ್ತದೆ. ಅಲ್ಲಾ ಬೇರೆ, ಗಣೇಶ ಬೇರೆ, ಯೇಸು ಬೇರೆ ಎಂದಾದರೆ ಇದು ಮನುಷ್ಯರ ಸಾಧ್ಯವಾಗುವುದಿಲ್ಲವೇ.... ಇವರಿಗೆ ನಿಜವಾಗಲೂ ದೇವರ ಮೇಲೆ ನಂಬಿಕೆ ಇಲ್ಲ. ಕೇವಲ ತಮ್ಮ ಸ್ವಾರ್ಥಕ್ಕಾಗಿ, ಕಪಟ ನಾಟಕ ಅಥವಾ ಮುಖವಾಡದ ಮರೆಯಲ್ಲಿ ಬದುಕುತ್ತಿದ್ದಾರೆ. ದೇವರು ಇವರನ್ನು ಸೃಷ್ಟಿಸಿಲ್ಲ, ಇವರೇ ದೇವರನ್ನು ಸೃಷ್ಟಿಸಿ ಅವರವರ ಹಿತಾಸಕ್ತಿಗಾಗಿ ಉಪಯೋಗಿಸುತ್ತಿದ್ದಾರೆ. ಇದು ನಿಜವಾದ ಭಕ್ತಿ ಅಲ್ಲ, ಇದೊಂದು ವ್ಯಾಪಾರ ಎಂದು ಆರೋಪಿಸಿ, ಅದರ ಉಳಿವಿಗಾಗಿ ತಮ್ಮ ತಮ್ಮಲ್ಲೇ ಹೊಡೆದಾಡುವ ಸ್ವಾರ್ಥಿಗಳು, ವಂಚಕರು, ಮೋಸಗಾರರು ಎಂದು ಕರೆಯಬಹುದಲ್ಲವೇ.....? ದೇವರ ಪೂಜೆ, ಉತ್ಸವ, ಮೆರವಣಿಗೆಗಳನ್ನು ಸರಿಯಾಗಿ ಮಾಡಲು ಬರುವುದಿಲ್ಲ. ಸರ್ಕಾರಿ ಕಚೇರಿಗಳನ್ನು ಭ್ರಷ್ಟಾಚಾರ ಮುಕ್ತ ಮಾಡಲು ಸಾಧ್ಯವಾಗುವುದಿಲ್ಲ, ಸಮಾಜವನ್ನು ಜಾತಿ, ಧರ್ಮ ರಹಿತವಾಗಿ, ಕೇವಲ ಮಾನವ ಧರ್ಮವಾಗಿ ಮಾಡಲು ಸಾಧ್ಯವಾಗುವುದಿಲ್ಲ, ಮಹಿಳೆಯರನ್ನು ಸುರಕ್ಷಿತವಾಗಿ ಕಾಪಾಡಿಕೊಳ್ಳಲು ಸಾಧ್ಯವಾಗುವುದಿಲ್ಲ, ಕೊಲೆ, ಅತ್ಯಾಚಾರ, ದರೋಡೆ, ಕಳ್ಳತನವನ್ನು ತಡೆಯಲು ಸಾಧ್ಯವಾಗುತ್ತಿಲ್ಲ, ಶುದ್ಧ ಗಾಳಿ, ನೀರು, ಆಹಾರವನ್ನು: [901, 1745, 1189, 2091]
